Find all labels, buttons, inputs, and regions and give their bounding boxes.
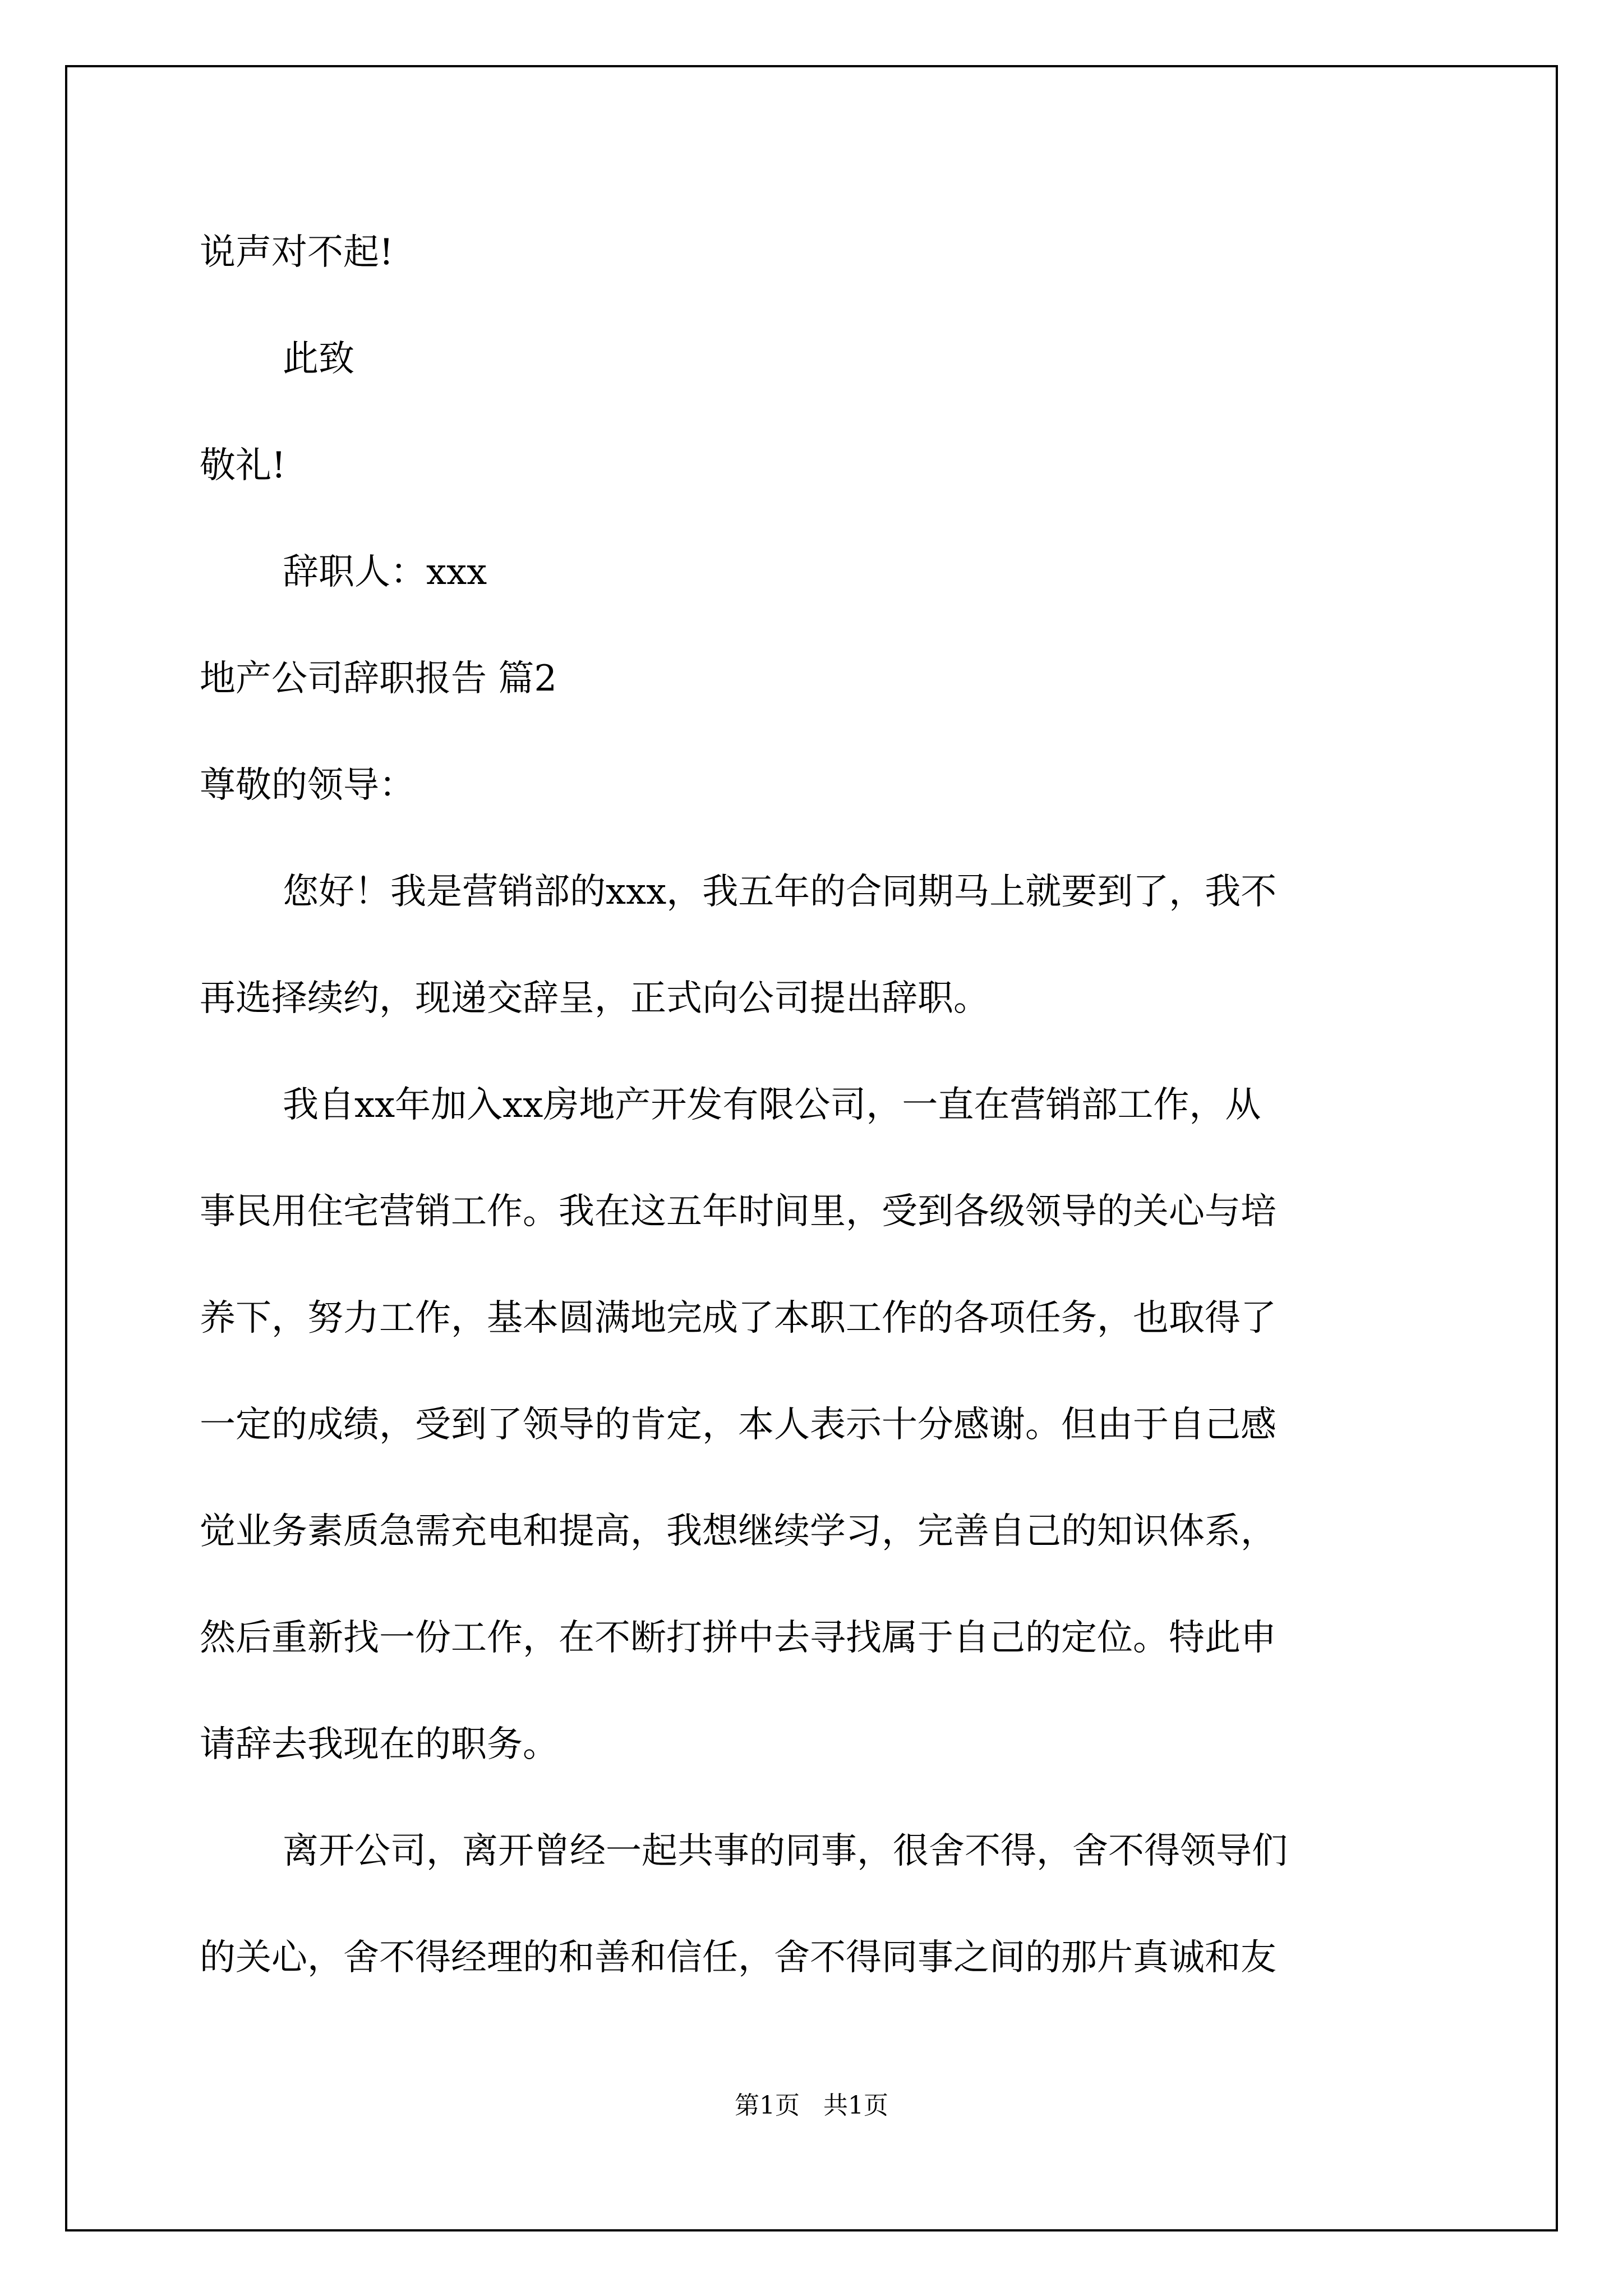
text-line: 觉业务素质急需充电和提高，我想继续学习，完善自己的知识体系， xyxy=(200,1511,1276,1552)
text-line: 此致 xyxy=(283,338,354,380)
salutation: 尊敬的领导： xyxy=(200,765,415,806)
text-line: 您好！我是营销部的xxx，我五年的合同期马上就要到了，我不 xyxy=(283,871,1277,913)
text-line: 离开公司，离开曾经一起共事的同事，很舍不得，舍不得领导们 xyxy=(283,1830,1288,1872)
text-line: 我自xx年加入xx房地产开发有限公司，一直在营销部工作，从 xyxy=(283,1084,1261,1126)
text-line: 再选择续约，现递交辞呈，正式向公司提出辞职。 xyxy=(200,978,989,1019)
text-line: 一定的成绩，受到了领导的肯定，本人表示十分感谢。但由于自己感 xyxy=(200,1404,1276,1446)
page-footer: 第1页 共1页 xyxy=(735,2091,888,2120)
text-line: 然后重新找一份工作，在不断打拼中去寻找属于自己的定位。特此申 xyxy=(200,1617,1276,1659)
text-line: 的关心，舍不得经理的和善和信任，舍不得同事之间的那片真诚和友 xyxy=(200,1937,1276,1978)
section-heading: 地产公司辞职报告 篇2 xyxy=(200,658,557,700)
text-line: 请辞去我现在的职务。 xyxy=(200,1724,559,1765)
text-line: 敬礼! xyxy=(200,445,286,486)
text-line: 事民用住宅营销工作。我在这五年时间里，受到各级领导的关心与培 xyxy=(200,1191,1276,1232)
text-line: 说声对不起! xyxy=(200,232,394,273)
text-line: 养下，努力工作，基本圆满地完成了本职工作的各项任务，也取得了 xyxy=(200,1297,1276,1339)
signature-line: 辞职人：xxx xyxy=(283,551,487,593)
page-border xyxy=(65,65,1558,2231)
